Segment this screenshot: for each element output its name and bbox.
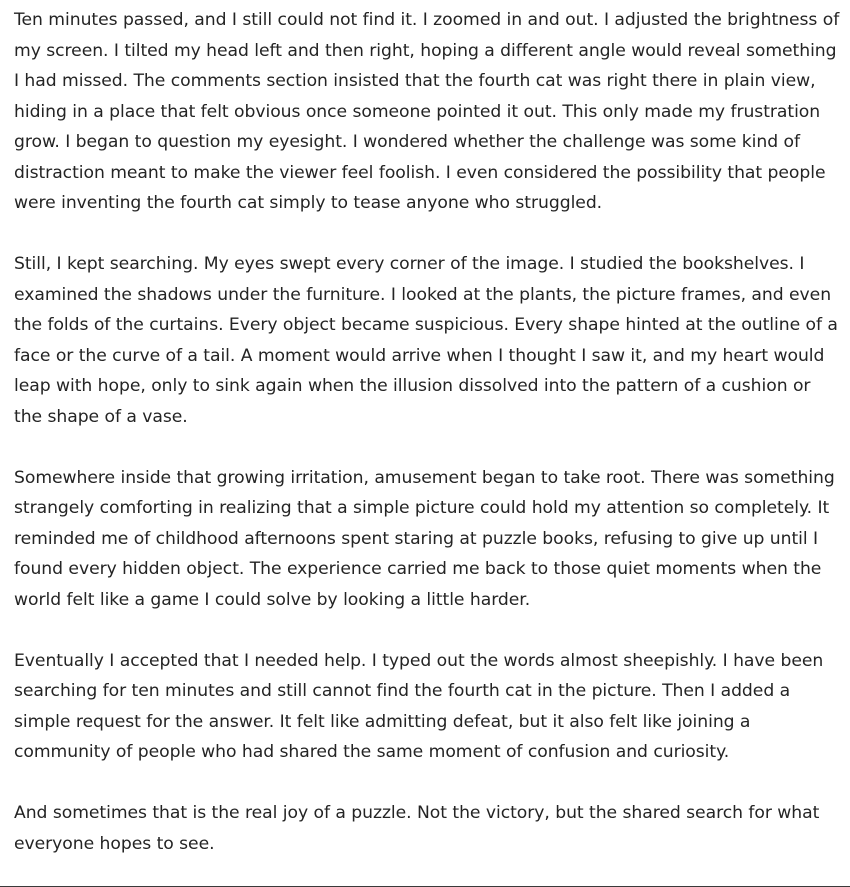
paragraph-searching: Still, I kept searching. My eyes swept every corner of the image. I studied the bookshelves. I examined the shadows under the furniture. I looked at the plants, the picture frames, and even the folds of the curtains. Every object became suspicious. Every shape hinted at the outline of a face or the curve of a tail. A moment would arrive when I thought I saw it, and my heart would leap with hope, only to sink again when the illusion dissolved into the pattern of a cushion or the shape of a vase.	[14, 254, 838, 427]
paragraph-conclusion: And sometimes that is the real joy of a puzzle. Not the victory, but the shared search for what everyone hopes to see.	[14, 803, 820, 854]
paragraph-frustration: Ten minutes passed, and I still could not find it. I zoomed in and out. I adjusted the brightness of my screen. I tilted my head left and then right, hoping a different angle would reveal something I had missed. The comments section insisted that the fourth cat was right there in plain view, hiding in a place that felt obvious once someone pointed it out. This only made my frustration grow. I began to question my eyesight. I wondered whether the challenge was some kind of distraction meant to make the viewer feel foolish. I even considered the possibility that people were inventing the fourth cat simply to tease anyone who struggled.	[14, 10, 840, 213]
article-body	[14, 5, 840, 859]
paragraph-asking-help: Eventually I accepted that I needed help. I typed out the words almost sheepishly. I have been searching for ten minutes and still cannot find the fourth cat in the picture. Then I added a simple request for the answer. It felt like admitting defeat, but it also felt like joining a community of people who had shared the same moment of confusion and curiosity.	[14, 650, 824, 762]
paragraph-amusement: Somewhere inside that growing irritation, amusement began to take root. There was something strangely comforting in realizing that a simple picture could hold my attention so completely. It reminded me of childhood afternoons spent staring at puzzle books, refusing to give up until I found every hidden object. The experience carried me back to those quiet moments when the world felt like a game I could solve by looking a little harder.	[14, 467, 835, 610]
